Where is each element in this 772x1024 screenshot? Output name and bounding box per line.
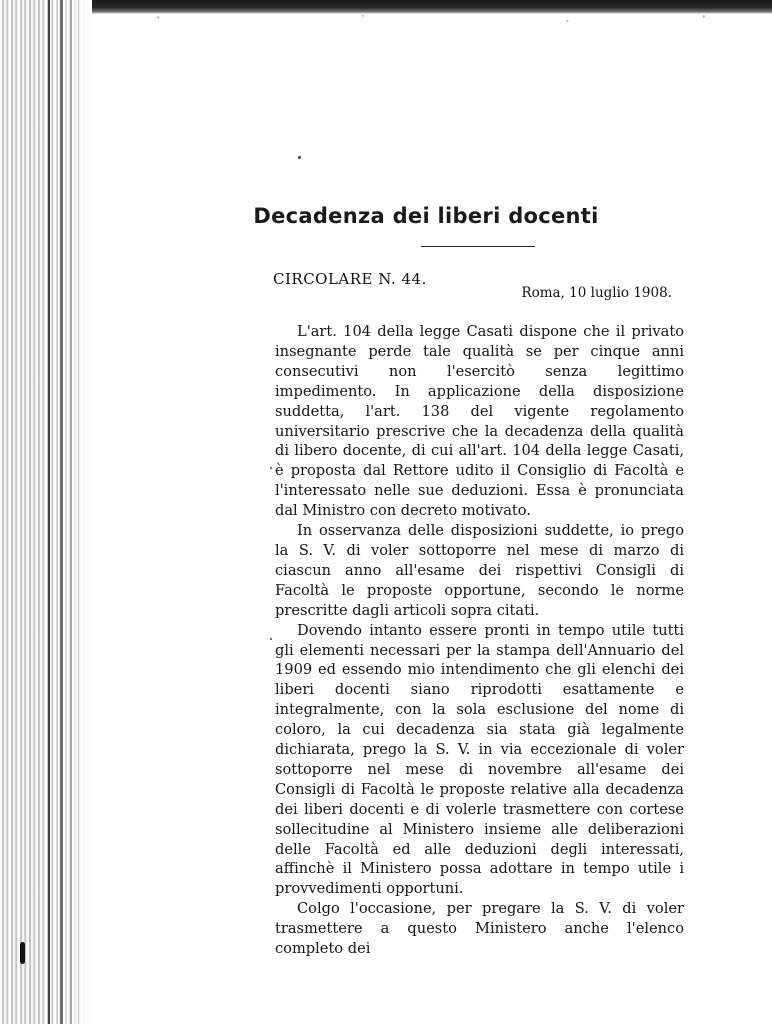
circular-number: CIRCOLARE N. 44. xyxy=(273,270,427,288)
document-title: Decadenza dei liberi docenti xyxy=(253,204,599,228)
binding-ink-mark xyxy=(20,942,25,964)
body-paragraph: Colgo l'occasione, per pregare la S. V. di voler trasmettere a questo Ministero anche l'elenco completo dei xyxy=(275,900,684,958)
place-date: Roma, 10 luglio 1908. xyxy=(521,285,672,301)
letter-body xyxy=(275,322,684,959)
body-paragraph: L'art. 104 della legge Casati dispone che il privato insegnante perde tale qualità se per cinque anni consecutivi non l'esercitò senza legittimo impedimento. In applicazione della disposizione suddetta, l'art. 138 del vigente regolamento universitario prescrive che la decadenza della qualità di libero docente, di cui all'art. 104 della legge Casati, è proposta dal Rettore udito il Consiglio di Facoltà e l'interessato nelle sue deduzioni. Essa è pronunciata dal Ministro con decreto motivato. xyxy=(275,323,684,520)
ink-speck xyxy=(298,156,301,159)
body-paragraph: In osservanza delle disposizioni suddette, io prego la S. V. di voler sottoporre nel mese di marzo di ciascun anno all'esame dei rispettivi Consigli di Facoltà le proposte opportune, secondo le norme prescritte dagli articoli sopra citati. xyxy=(275,522,684,619)
page-binding-edge xyxy=(0,0,92,1024)
title-rule-divider xyxy=(421,246,535,247)
binding-shadow xyxy=(30,0,92,1024)
ink-speck xyxy=(270,638,272,640)
scan-noise xyxy=(90,12,772,30)
ink-speck xyxy=(270,467,272,469)
body-paragraph: Dovendo intanto essere pronti in tempo utile tutti gli elementi necessari per la stampa dell'Annuario del 1909 ed essendo mio intendimento che gli elenchi dei liberi docenti siano riprodotti esattamente e integralmente, con la sola esclusione del nome di coloro, la cui decadenza sia stata già legalmente dichiarata, prego la S. V. in via eccezionale di voler sottoporre nel mese di novembre all'esame dei Consigli di Facoltà le proposte relative alla decadenza dei liberi docenti e di volerle trasmettere con cortese sollecitudine al Ministero insieme alle deliberazioni delle Facoltà ed alle deduzioni degli interessati, affinchè il Ministero possa adottare in tempo utile i provvedimenti opportuni. xyxy=(275,621,684,898)
